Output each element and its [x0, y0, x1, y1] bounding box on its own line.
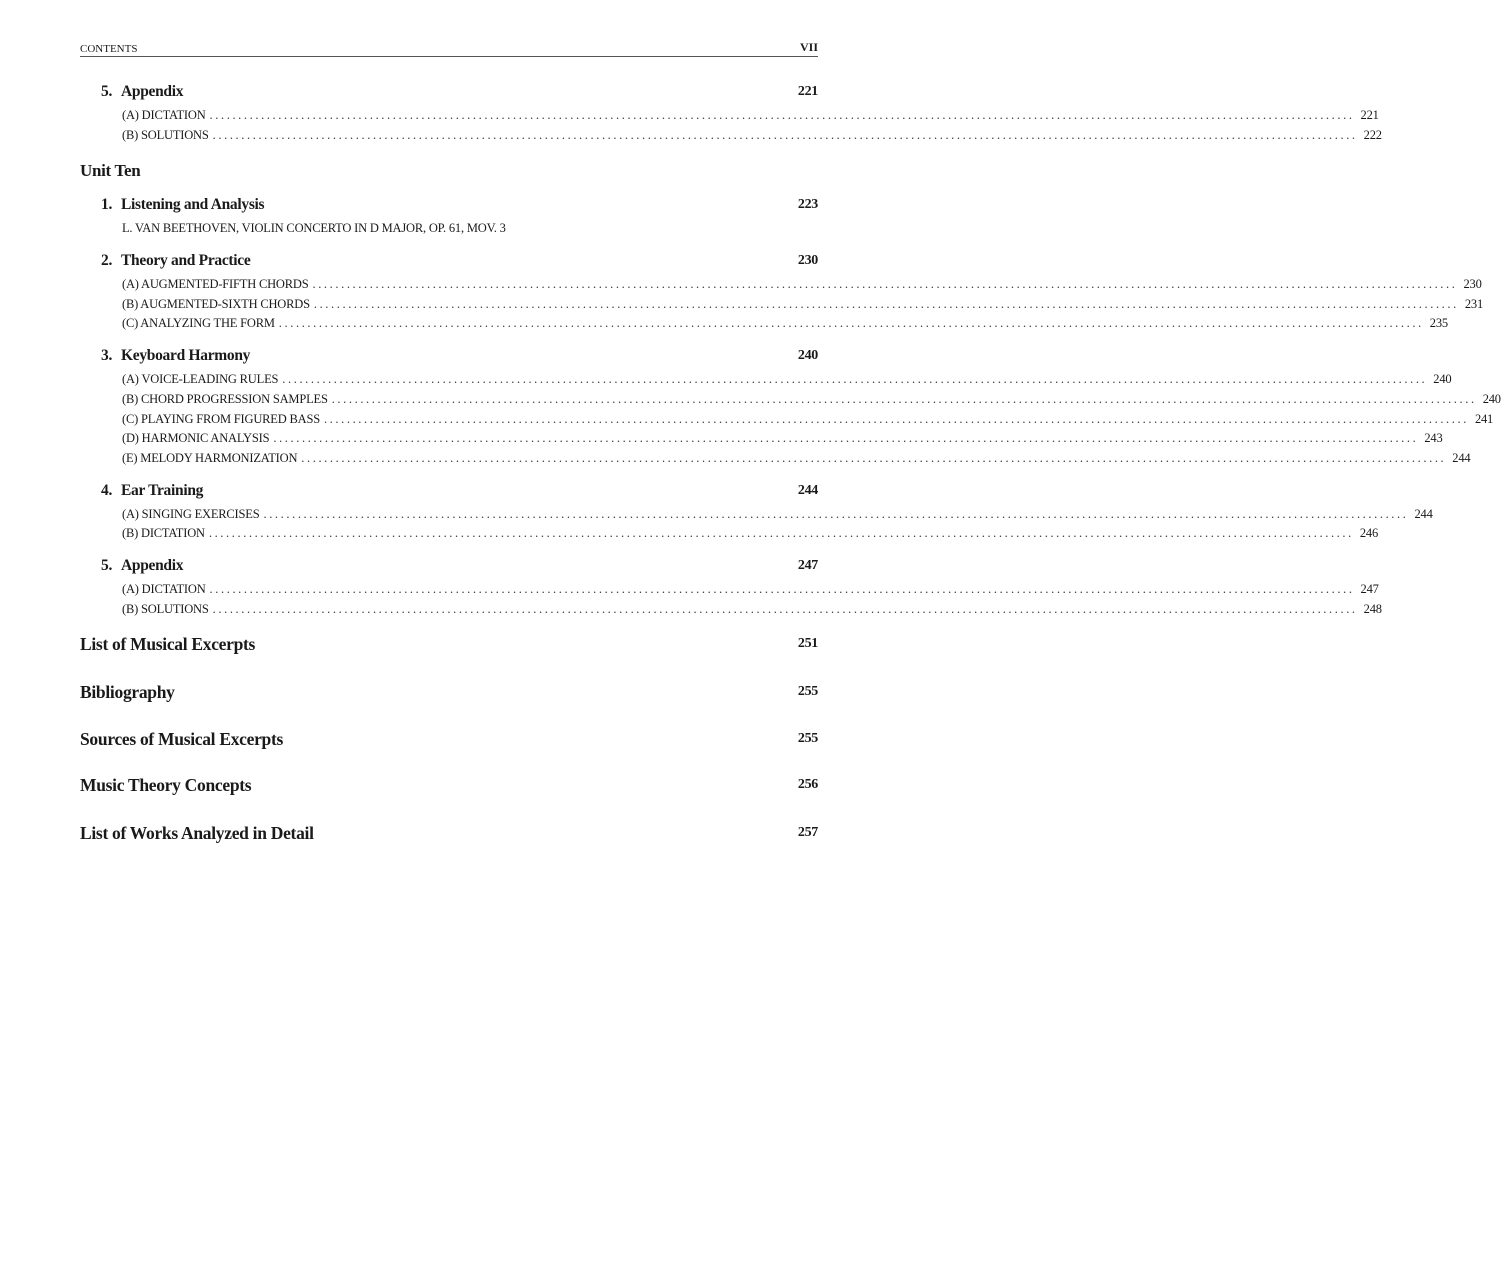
entry-page: 222: [1363, 127, 1382, 142]
section-page: 244: [797, 482, 818, 498]
dot-leader: ........................................................................................................................................................................................................: [313, 296, 1459, 311]
entry-label: (A) AUGMENTED-FIFTH CHORDS: [122, 277, 309, 292]
toc-entry[interactable]: [80, 505, 1433, 525]
back-matter-page: 255: [797, 731, 818, 746]
section-page: 247: [797, 557, 818, 573]
section-number: 2.: [101, 252, 113, 270]
toc-entry[interactable]: [80, 410, 1494, 430]
section-note: [80, 219, 818, 239]
entry-label: (B) CHORD PROGRESSION SAMPLES: [122, 391, 328, 406]
section-heading[interactable]: [80, 193, 818, 217]
section-number: 5.: [101, 83, 113, 100]
entry-label: (B) AUGMENTED-SIXTH CHORDS: [122, 296, 310, 311]
back-matter-page: 255: [797, 683, 818, 699]
back-matter-page: 256: [797, 777, 818, 792]
back-matter-entry[interactable]: [80, 727, 818, 751]
entry-label: (B) SOLUTIONS: [122, 127, 209, 142]
toc-entry[interactable]: [80, 314, 1448, 334]
back-matter-entry[interactable]: [80, 773, 818, 797]
entry-page: 247: [1360, 581, 1379, 596]
toc-entry[interactable]: [80, 275, 1482, 295]
section-heading[interactable]: [80, 554, 818, 578]
entry-label: (C) PLAYING FROM FIGURED BASS: [122, 411, 320, 426]
entry-page: 231: [1464, 296, 1484, 311]
dot-leader: ........................................................................................................................................................................................................: [301, 450, 1447, 465]
entry-page: 246: [1359, 526, 1378, 541]
dot-leader: ........................................................................................................................................................................................................: [212, 601, 1358, 616]
toc-entry[interactable]: [80, 370, 1452, 390]
dot-leader: ........................................................................................................................................................................................................: [312, 277, 1458, 292]
entry-label: (D) HARMONIC ANALYSIS: [122, 431, 270, 446]
dot-leader: ........................................................................................................................................................................................................: [209, 581, 1355, 596]
section-page: 221: [797, 84, 818, 99]
entry-page: 241: [1474, 411, 1494, 426]
back-matter-title: List of Musical Excerpts: [80, 634, 256, 654]
back-matter: [80, 632, 818, 868]
section-number: 1.: [101, 196, 113, 214]
section-page: 223: [797, 197, 818, 213]
dot-leader: ........................................................................................................................................................................................................: [323, 411, 1469, 426]
section-number: 5.: [101, 556, 113, 574]
section-heading[interactable]: [80, 80, 818, 104]
section-number: 3.: [101, 347, 113, 365]
section-heading[interactable]: [80, 344, 818, 368]
header-title: CONTENTS: [80, 43, 138, 55]
dot-leader: ........................................................................................................................................................................................................: [331, 391, 1477, 406]
toc-entry[interactable]: [80, 126, 1382, 146]
entry-label: (A) SINGING EXERCISES: [122, 506, 260, 521]
back-matter-title: Bibliography: [80, 681, 175, 702]
entry-page: 243: [1424, 431, 1443, 446]
entry-label: (A) DICTATION: [122, 581, 206, 596]
entry-label: (C) ANALYZING THE FORM: [122, 316, 275, 331]
toc-entry[interactable]: [80, 390, 1501, 410]
dot-leader: ........................................................................................................................................................................................................: [263, 506, 1409, 521]
entry-label: (A) VOICE-LEADING RULES: [122, 372, 279, 387]
toc-entry[interactable]: [80, 580, 1379, 600]
toc-entry[interactable]: [80, 429, 1443, 449]
section-title: Ear Training: [121, 481, 204, 499]
toc-entry[interactable]: [80, 524, 1378, 544]
back-matter-title: List of Works Analyzed in Detail: [80, 822, 314, 843]
dot-leader: ........................................................................................................................................................................................................: [273, 431, 1419, 446]
entry-page: 244: [1414, 506, 1433, 521]
dot-leader: ........................................................................................................................................................................................................: [282, 372, 1428, 387]
section-page: 240: [797, 348, 818, 364]
page-number: VII: [799, 40, 818, 54]
toc-entry[interactable]: [80, 600, 1382, 620]
entry-page: 248: [1363, 601, 1382, 616]
entry-page: 240: [1433, 372, 1452, 387]
section-title: Listening and Analysis: [121, 196, 265, 214]
entry-page: 230: [1463, 277, 1482, 292]
unit-heading: Unit Ten: [80, 161, 141, 181]
toc-entry[interactable]: [80, 106, 1379, 126]
section-heading[interactable]: [80, 479, 818, 503]
back-matter-page: 257: [797, 824, 818, 840]
entry-label: (B) SOLUTIONS: [122, 601, 209, 616]
section-number: 4.: [101, 481, 113, 499]
table-of-contents: [80, 80, 1501, 619]
entry-page: 221: [1360, 108, 1379, 122]
back-matter-page: 251: [797, 636, 818, 651]
dot-leader: ........................................................................................................................................................................................................: [278, 316, 1424, 331]
section-title: Appendix: [121, 556, 184, 574]
note-text: L. VAN BEETHOVEN, VIOLIN CONCERTO IN D MAJOR, OP. 61, MOV. 3: [122, 221, 506, 236]
dot-leader: ........................................................................................................................................................................................................: [208, 526, 1354, 541]
back-matter-title: Sources of Musical Excerpts: [80, 729, 284, 749]
section-title: Appendix: [121, 83, 184, 100]
entry-label: (E) MELODY HARMONIZATION: [122, 450, 298, 465]
back-matter-entry[interactable]: [80, 632, 818, 656]
running-header: [80, 37, 818, 57]
entry-label: (B) DICTATION: [122, 526, 205, 541]
toc-entry[interactable]: [80, 449, 1471, 469]
dot-leader: ........................................................................................................................................................................................................: [209, 108, 1355, 122]
entry-page: 240: [1482, 391, 1501, 406]
entry-page: 235: [1429, 316, 1448, 331]
section-heading[interactable]: [80, 249, 818, 273]
section-title: Keyboard Harmony: [121, 347, 251, 365]
back-matter-entry[interactable]: [80, 821, 818, 845]
toc-entry[interactable]: [80, 295, 1484, 315]
entry-label: (A) DICTATION: [122, 108, 206, 122]
back-matter-entry[interactable]: [80, 680, 818, 704]
entry-page: 244: [1452, 450, 1471, 465]
dot-leader: ........................................................................................................................................................................................................: [212, 127, 1358, 142]
section-page: 230: [797, 253, 818, 269]
section-title: Theory and Practice: [121, 252, 251, 270]
back-matter-title: Music Theory Concepts: [80, 775, 252, 795]
